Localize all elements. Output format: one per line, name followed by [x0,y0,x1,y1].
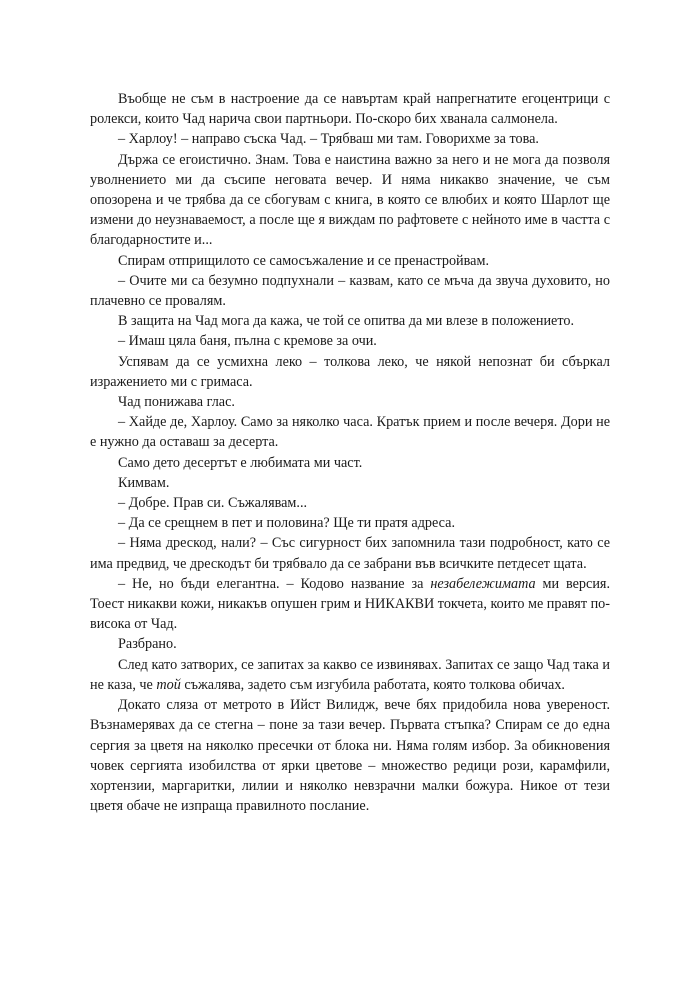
paragraph: Чад понижава глас. [118,394,235,411]
italic-text: той [156,676,181,693]
paragraph: Успявам да се усмихна леко – толкова леко, че някой непознат би сбъркал изражението ми с гримаса. [90,353,610,390]
paragraph: – Хайде де, Харлоу. Само за няколко часа. Кратък прием и после вечеря. Дори не е нужно да оставаш за десерта. [90,414,610,451]
paragraph: – Харлоу! – направо съска Чад. – Трябваш ми там. Говорихме за това. [118,131,539,148]
paragraph: – Няма дрескод, нали? – Със сигурност бих запомнила тази подробност, като се има предвид, че дрескодът би трябвало да се забрани във всичките петдесет щата. [90,535,610,572]
paragraph [90,574,610,635]
paragraph: Докато сляза от метрото в Ийст Вилидж, вече бях придобила нова увереност. Възнамерявах да се стегна – поне за тази вечер. Първата стъпка? Спирам се до една сергия за цветя на няколко пресечки от блока ни. Няма голям избор. За обикновения човек сергията изобилства от ярки цветове – множество редици рози, карамфили, хортензии, маргаритки, лилии и няколко невзрачни малки божура. Никое от тези цветя обаче не изпраща правилното послание. [90,697,610,815]
text-run: След като затворих, се запитах за какво се извинявах. Запитах се защо Чад така и не каза, че [90,656,610,693]
paragraph: Въобще не съм в настроение да се навъртам край напрегнатите егоцентрици с ролекси, които Чад нарича свои партньори. По-скоро бих хванала салмонела. [90,91,610,128]
paragraph: Спирам отприщилото се самосъжаление и се пренастройвам. [118,252,489,269]
italic-text: незабележимата [430,575,536,592]
text-run: съжалява, задето съм изгубила работата, която толкова обичах. [180,676,565,693]
paragraph: Кимвам. [118,474,170,491]
paragraph: – Имаш цяла баня, пълна с кремове за очи. [118,333,377,350]
text-run: ми версия. Тоест никакви кожи, никакъв опушен грим и НИКАКВИ токчета, които ме правят по-висока от Чад. [90,575,610,633]
paragraph: – Да се срещнем в пет и половина? Ще ти пратя адреса. [118,515,455,532]
paragraph: Разбрано. [118,636,177,653]
paragraph: – Добре. Прав си. Съжалявам... [118,495,308,512]
paragraph: Само дето десертът е любимата ми част. [118,454,363,471]
paragraph [90,655,610,695]
book-page [90,89,610,816]
paragraph: В защита на Чад мога да кажа, че той се опитва да ми влезе в положението. [118,313,575,330]
paragraph: Държа се егоистично. Знам. Това е наистина важно за него и не мога да позволя уволнението ми да съсипе неговата вечер. И няма никакво значение, че съм опозорена и че трябва да се сбогувам с книга, в която се влюбих и която Шарлот ще измени до неузнаваемост, а после ще я виждам по рафтовете с нейното име в частта с благодарностите и... [90,151,610,249]
text-run: – Не, но бъди елегантна. – Кодово название за [118,575,431,592]
paragraph: – Очите ми са безумно подпухнали – казвам, като се мъча да звуча духовито, но плачевно се провалям. [90,272,610,310]
